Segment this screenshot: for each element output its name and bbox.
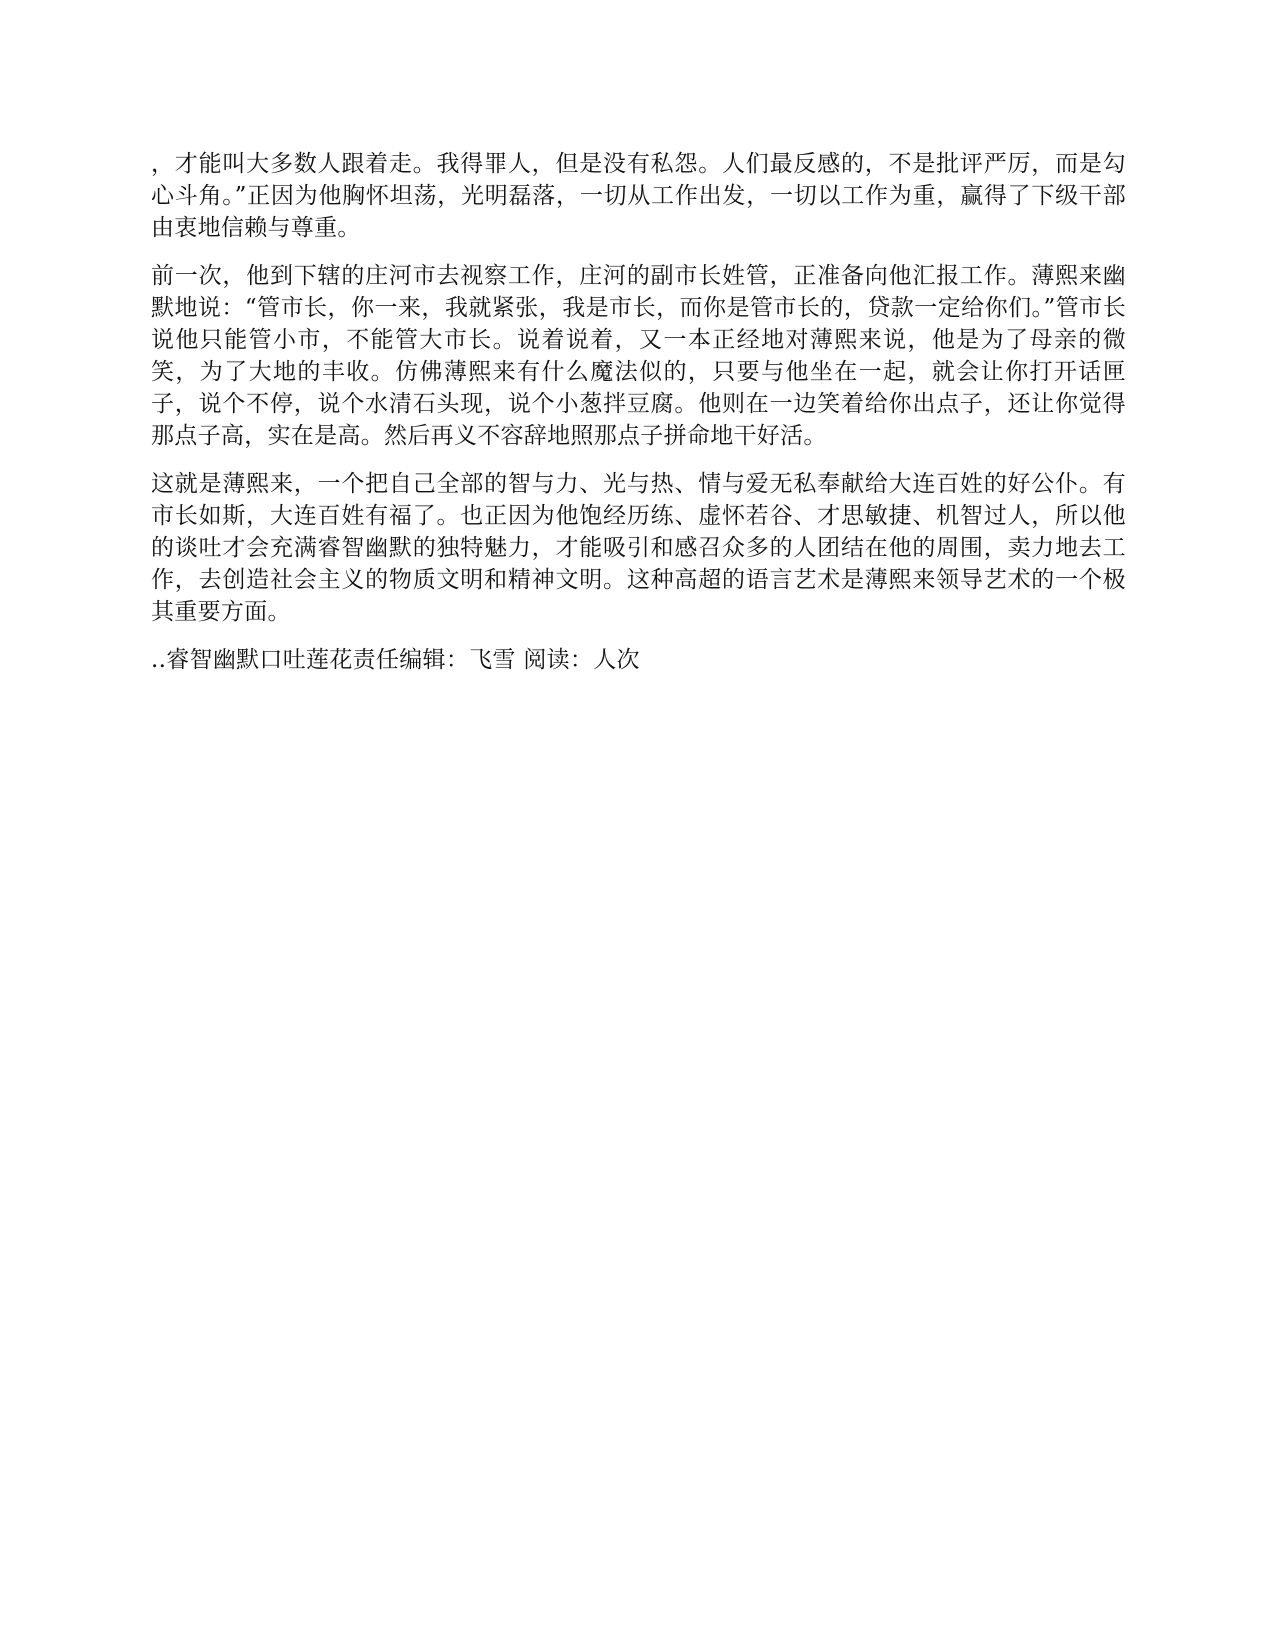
paragraph-3: 这就是薄熙来，一个把自己全部的智与力、光与热、情与爱无私奉献给大连百姓的好公仆。有市长如斯，大连百姓有福了。也正因为他饱经历练、虚怀若谷、才思敏捷、机智过人，所以他的谈吐才会充满睿智幽默的独特魅力，才能吸引和感召众多的人团结在他的周围，卖力地去工作，去创造社会主义的物质文明和精神文明。这种高超的语言艺术是薄熙来领导艺术的一个极其重要方面。 [151, 471, 1126, 625]
article-footer: ..睿智幽默口吐莲花责任编辑：飞雪 阅读：人次 [151, 647, 640, 673]
article-body [151, 148, 1126, 676]
paragraph-2: 前一次，他到下辖的庄河市去视察工作，庄河的副市长姓管，正准备向他汇报工作。薄熙来幽默地说：“管市长，你一来，我就紧张，我是市长，而你是管市长的，贷款一定给你们。”管市长说他只能管小市，不能管大市长。说着说着，又一本正经地对薄熙来说，他是为了母亲的微笑，为了大地的丰收。仿佛薄熙来有什么魔法似的，只要与他坐在一起，就会让你打开话匣子，说个不停，说个水清石头现，说个小葱拌豆腐。他则在一边笑着给你出点子，还让你觉得那点子高，实在是高。然后再义不容辞地照那点子拼命地干好活。 [151, 263, 1126, 449]
paragraph-1: ，才能叫大多数人跟着走。我得罪人，但是没有私怨。人们最反感的，不是批评严厉，而是勾心斗角。”正因为他胸怀坦荡，光明磊落，一切从工作出发，一切以工作为重，赢得了下级干部由衷地信赖与尊重。 [151, 151, 1126, 241]
